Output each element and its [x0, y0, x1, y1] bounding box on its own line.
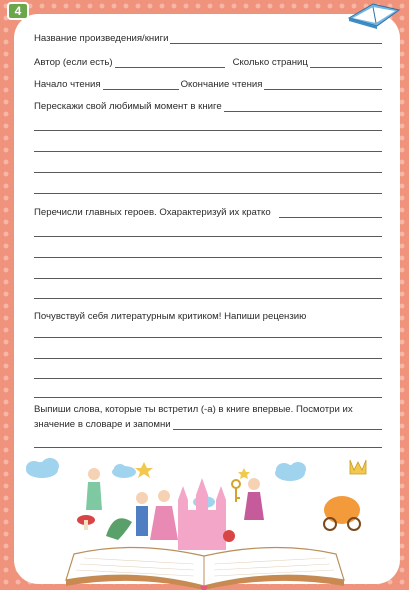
retell-input-line[interactable] — [224, 101, 382, 112]
critic-line[interactable] — [34, 337, 382, 338]
heroes-row — [34, 207, 382, 218]
retell-line[interactable] — [34, 172, 382, 173]
critic-label: Почувствуй себя литературным критиком! Напиши рецензию — [34, 311, 307, 322]
dragon-figure — [106, 518, 132, 540]
critic-line[interactable] — [34, 378, 382, 379]
retell-row — [34, 101, 382, 112]
heroes-line[interactable] — [34, 278, 382, 279]
star-icon — [238, 468, 250, 479]
retell-line[interactable] — [34, 151, 382, 152]
critic-line[interactable] — [34, 397, 382, 398]
girl-figure — [244, 478, 264, 520]
words-input-line[interactable] — [173, 419, 382, 430]
retell-label: Перескажи свой любимый момент в книге — [34, 101, 222, 112]
mushroom-icon — [77, 515, 95, 530]
words-label-1: Выпиши слова, которые ты встретил (-а) в книге впервые. Посмотри их — [34, 404, 353, 415]
cloud-icon — [26, 458, 59, 478]
end-label: Окончание чтения — [180, 79, 263, 90]
author-input-line[interactable] — [115, 57, 225, 68]
title-input-line[interactable] — [170, 33, 382, 44]
start-label: Начало чтения — [34, 79, 101, 90]
book-icon — [345, 0, 403, 30]
apple-icon — [223, 530, 235, 542]
heroes-line[interactable] — [34, 298, 382, 299]
pages-label: Сколько страниц — [232, 57, 308, 68]
start-input-line[interactable] — [103, 79, 179, 90]
heroes-label: Перечисли главных героев. Охарактеризуй их кратко — [34, 207, 271, 218]
key-icon — [232, 480, 240, 502]
cloud-icon — [112, 464, 136, 478]
retell-line[interactable] — [34, 193, 382, 194]
castle-icon — [178, 478, 226, 550]
open-book-icon — [66, 547, 344, 590]
author-label: Автор (если есть) — [34, 57, 113, 68]
fairytale-book-illustration — [14, 440, 400, 590]
author-row — [34, 57, 382, 68]
critic-row — [34, 311, 382, 322]
crown-icon — [350, 460, 366, 474]
heroes-line[interactable] — [34, 257, 382, 258]
critic-line[interactable] — [34, 358, 382, 359]
cloud-icon — [275, 462, 306, 481]
words-row-1 — [34, 404, 382, 415]
end-input-line[interactable] — [264, 79, 382, 90]
heroes-line[interactable] — [34, 236, 382, 237]
star-icon — [135, 462, 153, 478]
title-label: Название произведения/книги — [34, 33, 169, 44]
words-label-2: значение в словаре и запомни — [34, 419, 171, 430]
carriage-icon — [324, 496, 360, 530]
retell-line[interactable] — [34, 130, 382, 131]
pages-input-line[interactable] — [310, 57, 382, 68]
princess-figure — [150, 490, 178, 540]
page-number-badge: 4 — [7, 2, 29, 20]
dates-row — [34, 79, 382, 90]
fairy-figure — [86, 468, 102, 510]
words-row-2 — [34, 419, 382, 430]
heroes-input-line[interactable] — [279, 207, 382, 218]
prince-figure — [136, 492, 148, 536]
title-row — [34, 33, 382, 44]
